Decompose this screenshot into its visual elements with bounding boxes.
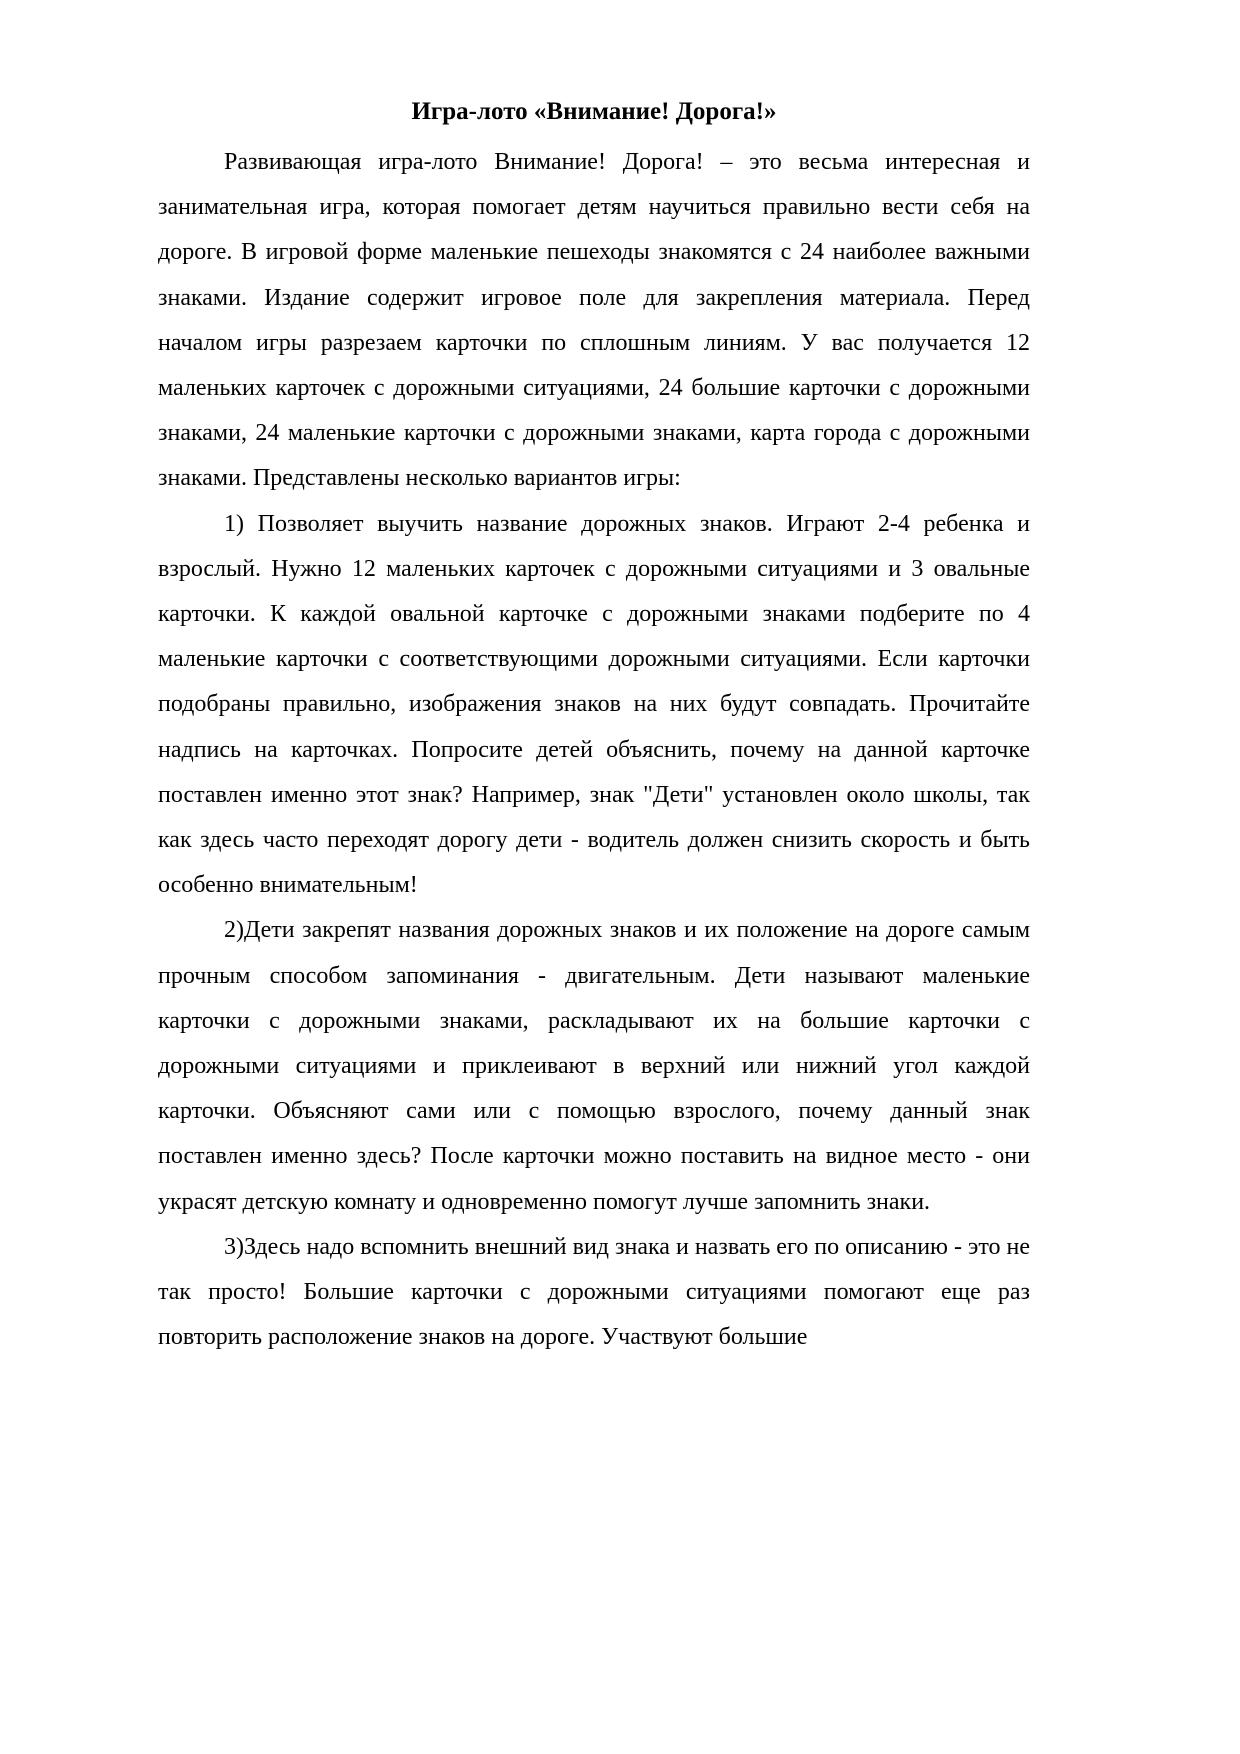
document-page (158, 92, 1030, 1360)
document-title: Игра-лото «Внимание! Дорога!» (411, 98, 777, 125)
paragraph-intro: Развивающая игра-лото Внимание! Дорога! – это весьма интересная и занимательная игра, которая помогает детям научиться правильно вести себя на дороге. В игровой форме маленькие пешеходы знакомятся с 24 наиболее важными знаками. Издание содержит игровое поле для закрепления материала. Перед началом игры разрезаем карточки по сплошным линиям. У вас получается 12 маленьких карточек с дорожными ситуациями, 24 большие карточки с дорожными знаками, 24 маленькие карточки с дорожными знаками, карта города с дорожными знаками. Представлены несколько вариантов игры: (158, 149, 1030, 492)
paragraph-variant-2: 2)Дети закрепят названия дорожных знаков и их положение на дороге самым прочным способом запоминания - двигательным. Дети называют маленькие карточки с дорожными знаками, раскладывают их на большие карточки с дорожными ситуациями и приклеивают в верхний или нижний угол каждой карточки. Объясняют сами или с помощью взрослого, почему данный знак поставлен именно здесь? После карточки можно поставить на видное место - они украсят детскую комнату и одновременно помогут лучше запомнить знаки. (158, 917, 1030, 1215)
paragraph-variant-1: 1) Позволяет выучить название дорожных знаков. Играют 2-4 ребенка и взрослый. Нужно 12 маленьких карточек с дорожными ситуациями и 3 овальные карточки. К каждой овальной карточке с дорожными знаками подберите по 4 маленькие карточки с соответствующими дорожными ситуациями. Если карточки подобраны правильно, изображения знаков на них будут совпадать. Прочитайте надпись на карточках. Попросите детей объяснить, почему на данной карточке поставлен именно этот знак? Например, знак "Дети" установлен около школы, так как здесь часто переходят дорогу дети - водитель должен снизить скорость и быть особенно внимательным! (158, 510, 1030, 899)
paragraph-variant-3: 3)Здесь надо вспомнить внешний вид знака и назвать его по описанию - это не так просто! Большие карточки с дорожными ситуациями помогают еще раз повторить расположение знаков на дороге. Участвуют большие (158, 1233, 1030, 1351)
